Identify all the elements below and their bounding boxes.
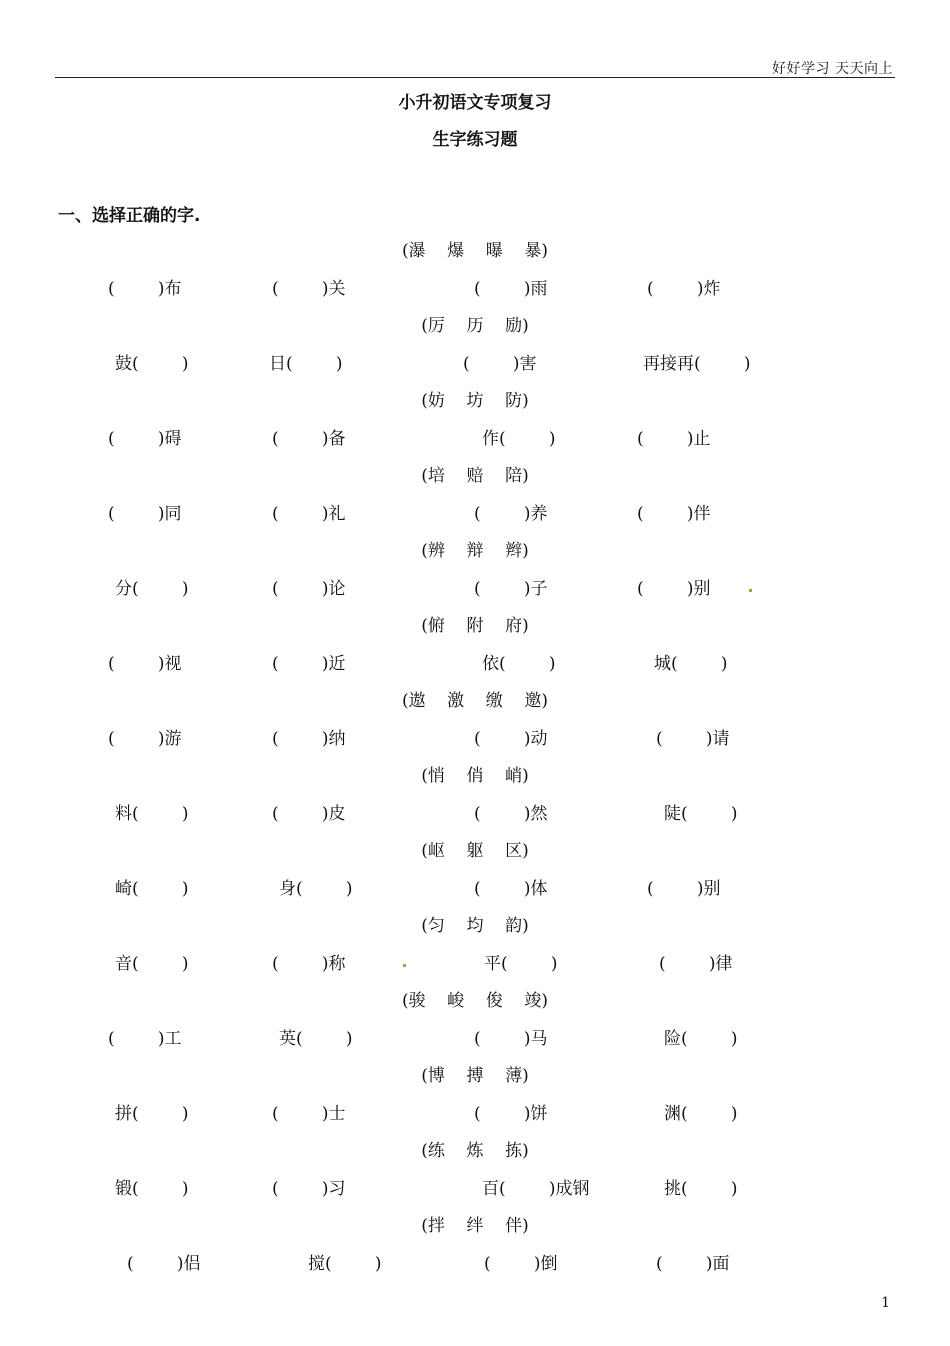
fill-blank-item: 料( ): [115, 804, 189, 824]
stray-dot: [749, 589, 752, 592]
fill-blank-item: ( )然: [474, 804, 548, 824]
character-options: (匀 均 韵): [421, 916, 529, 936]
fill-blank-item: ( )请: [656, 729, 730, 749]
page-header: 好好学习 天天向上: [772, 61, 893, 77]
character-options: (博 搏 薄): [421, 1066, 529, 1086]
fill-blank-item: ( )炸: [647, 279, 721, 299]
fill-blank-item: 搅( ): [308, 1254, 382, 1274]
fill-blank-item: 陡( ): [664, 804, 738, 824]
fill-blank-item: 锻( ): [115, 1179, 189, 1199]
fill-blank-item: ( )纳: [272, 729, 346, 749]
fill-blank-item: ( )布: [108, 279, 182, 299]
character-options: (辨 辩 辫): [421, 541, 529, 561]
fill-blank-item: ( )备: [272, 429, 346, 449]
document-subtitle: 生字练习题: [432, 130, 518, 150]
header-divider: [55, 77, 895, 78]
character-options: (俯 附 府): [421, 616, 529, 636]
fill-blank-item: ( )礼: [272, 504, 346, 524]
fill-blank-item: 挑( ): [664, 1179, 738, 1199]
fill-blank-item: ( )近: [272, 654, 346, 674]
character-options: (拌 绊 伴): [421, 1216, 529, 1236]
fill-blank-item: 再接再( ): [643, 354, 751, 374]
fill-blank-item: ( )伴: [637, 504, 711, 524]
fill-blank-item: 依( ): [482, 654, 556, 674]
fill-blank-item: ( )关: [272, 279, 346, 299]
fill-blank-item: ( )子: [474, 579, 548, 599]
fill-blank-item: 平( ): [484, 954, 558, 974]
fill-blank-item: ( )皮: [272, 804, 346, 824]
stray-dot: [403, 964, 406, 967]
fill-blank-item: ( )倒: [484, 1254, 558, 1274]
fill-blank-item: ( )论: [272, 579, 346, 599]
character-options: (练 炼 拣): [421, 1141, 529, 1161]
fill-blank-item: 崎( ): [115, 879, 189, 899]
fill-blank-item: ( )面: [656, 1254, 730, 1274]
fill-blank-item: ( )养: [474, 504, 548, 524]
fill-blank-item: 城( ): [654, 654, 728, 674]
page-number: 1: [881, 1295, 890, 1311]
fill-blank-item: ( )工: [108, 1029, 182, 1049]
character-options: (骏 峻 俊 竣): [401, 991, 549, 1011]
fill-blank-item: ( )别: [647, 879, 721, 899]
fill-blank-item: 分( ): [115, 579, 189, 599]
fill-blank-item: ( )律: [659, 954, 733, 974]
fill-blank-item: 险( ): [664, 1029, 738, 1049]
fill-blank-item: ( )同: [108, 504, 182, 524]
fill-blank-item: 日( ): [269, 354, 343, 374]
document-title: 小升初语文专项复习: [398, 93, 552, 113]
character-options: (悄 俏 峭): [421, 766, 529, 786]
character-options: (厉 历 励): [421, 316, 529, 336]
fill-blank-item: ( )饼: [474, 1104, 548, 1124]
section-heading: 一、选择正确的字.: [58, 206, 201, 226]
fill-blank-item: 拼( ): [115, 1104, 189, 1124]
fill-blank-item: ( )视: [108, 654, 182, 674]
fill-blank-item: ( )雨: [474, 279, 548, 299]
fill-blank-item: 身( ): [279, 879, 353, 899]
fill-blank-item: ( )侣: [127, 1254, 201, 1274]
fill-blank-item: ( )称: [272, 954, 346, 974]
fill-blank-item: 音( ): [115, 954, 189, 974]
character-options: (妨 坊 防): [421, 391, 529, 411]
fill-blank-item: 渊( ): [664, 1104, 738, 1124]
fill-blank-item: ( )止: [637, 429, 711, 449]
fill-blank-item: ( )动: [474, 729, 548, 749]
fill-blank-item: 百( )成钢: [482, 1179, 590, 1199]
fill-blank-item: ( )士: [272, 1104, 346, 1124]
fill-blank-item: ( )习: [272, 1179, 346, 1199]
character-options: (瀑 爆 曝 暴): [401, 241, 549, 261]
fill-blank-item: ( )害: [463, 354, 537, 374]
fill-blank-item: ( )碍: [108, 429, 182, 449]
character-options: (岖 躯 区): [421, 841, 529, 861]
fill-blank-item: ( )马: [474, 1029, 548, 1049]
fill-blank-item: 鼓( ): [115, 354, 189, 374]
fill-blank-item: ( )游: [108, 729, 182, 749]
fill-blank-item: ( )别: [637, 579, 711, 599]
character-options: (培 赔 陪): [421, 466, 529, 486]
character-options: (遨 激 缴 邀): [401, 691, 549, 711]
fill-blank-item: 作( ): [482, 429, 556, 449]
fill-blank-item: ( )体: [474, 879, 548, 899]
fill-blank-item: 英( ): [279, 1029, 353, 1049]
